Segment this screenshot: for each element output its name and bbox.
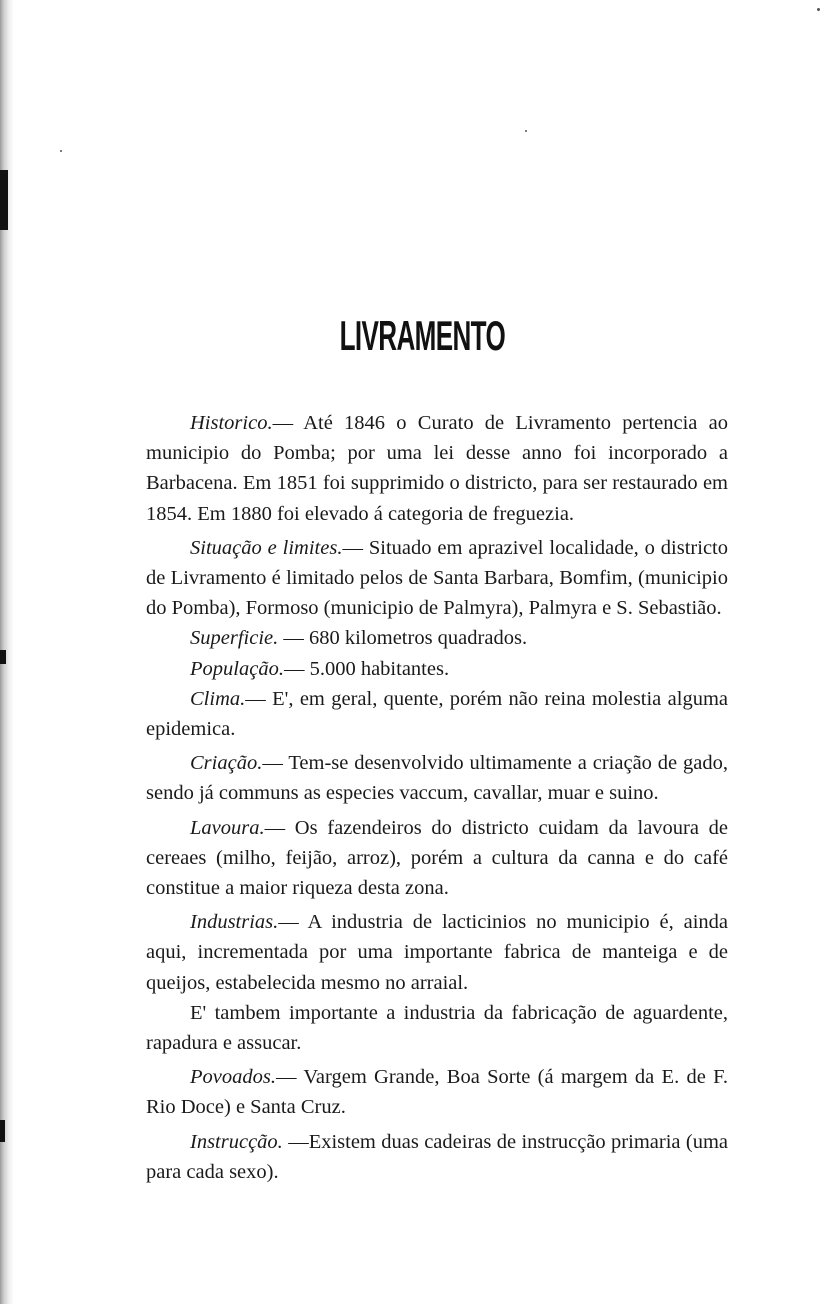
- binding-mark: [0, 650, 6, 664]
- paragraph-lavoura: [146, 813, 728, 904]
- paragraph-historico: [146, 408, 728, 529]
- section-label: População.: [190, 657, 284, 680]
- paragraph-populacao: [146, 654, 728, 684]
- section-text: — 680 kilometros quadrados.: [278, 627, 528, 650]
- section-text: — 5.000 habitantes.: [283, 657, 450, 680]
- paragraph-industrias-continued: [146, 998, 728, 1058]
- body-text: [146, 408, 728, 1187]
- section-label: Situação e limites.: [190, 536, 343, 559]
- section-text: — Tem-se desenvolvido ultimamente a criação de gado, sendo já communs as especies vaccum, cavallar, muar e suino.: [146, 752, 728, 805]
- paragraph-instruccao: [146, 1127, 728, 1187]
- paragraph-situacao: [146, 533, 728, 624]
- binding-mark: [0, 170, 8, 230]
- paragraph-industrias: [146, 907, 728, 998]
- binding-mark: [0, 1120, 5, 1142]
- section-label: Criação.: [190, 752, 263, 775]
- section-text: —Existem duas cadeiras de instrucção primaria (uma para cada sexo).: [146, 1130, 728, 1183]
- paragraph-superficie: [146, 623, 728, 653]
- section-text: — Vargem Grande, Boa Sorte (á margem da E. de F. Rio Doce) e Santa Cruz.: [146, 1066, 728, 1119]
- section-text: — E', em geral, quente, porém não reina molestia alguma epidemica.: [146, 687, 728, 741]
- section-label: Clima.: [190, 687, 246, 710]
- section-text: — Os fazendeiros do districto cuidam da lavoura de cereaes (milho, feijão, arroz), porém a cultura da canna e do café constitue a maior riqueza desta zona.: [146, 816, 728, 900]
- paragraph-criacao: [146, 748, 728, 808]
- section-text: — A industria de lacticinios no municipio é, ainda aqui, incrementada por uma importante fabrica de manteiga e de queijos, estabelecida mesmo no arraial.: [146, 911, 728, 994]
- paragraph-povoados: [146, 1062, 728, 1122]
- section-label: Historico.: [190, 412, 273, 434]
- section-text: — Situado em aprazivel localidade, o districto de Livramento é limitado pelos de Santa Barbara, Bomfim, (municipio do Pomba), Formoso (municipio de Palmyra), Palmyra e S. Sebastião.: [146, 536, 728, 620]
- section-label: Instrucção.: [190, 1130, 283, 1153]
- page-title: LIVRAMENTO: [339, 312, 506, 359]
- section-text: — Até 1846 o Curato de Livramento pertencia ao municipio do Pomba; por uma lei desse anno foi incorporado a Barbacena. Em 1851 foi supprimido o districto, para ser restaurado em 1854. Em 1880 foi elevado á categoria de freguezia.: [146, 412, 728, 525]
- section-label: Industrias.: [190, 911, 279, 934]
- section-label: Lavoura.: [190, 816, 265, 839]
- scan-speck: [60, 150, 62, 152]
- section-label: Povoados.: [190, 1066, 276, 1089]
- section-label: Superficie.: [190, 627, 279, 650]
- section-text: E' tambem importante a industria da fabricação de aguardente, rapadura e assucar.: [146, 1001, 728, 1055]
- scan-speck: [525, 130, 527, 132]
- scan-speck: [817, 8, 820, 11]
- page-binding-edge: [0, 0, 14, 1304]
- paragraph-clima: [146, 684, 728, 744]
